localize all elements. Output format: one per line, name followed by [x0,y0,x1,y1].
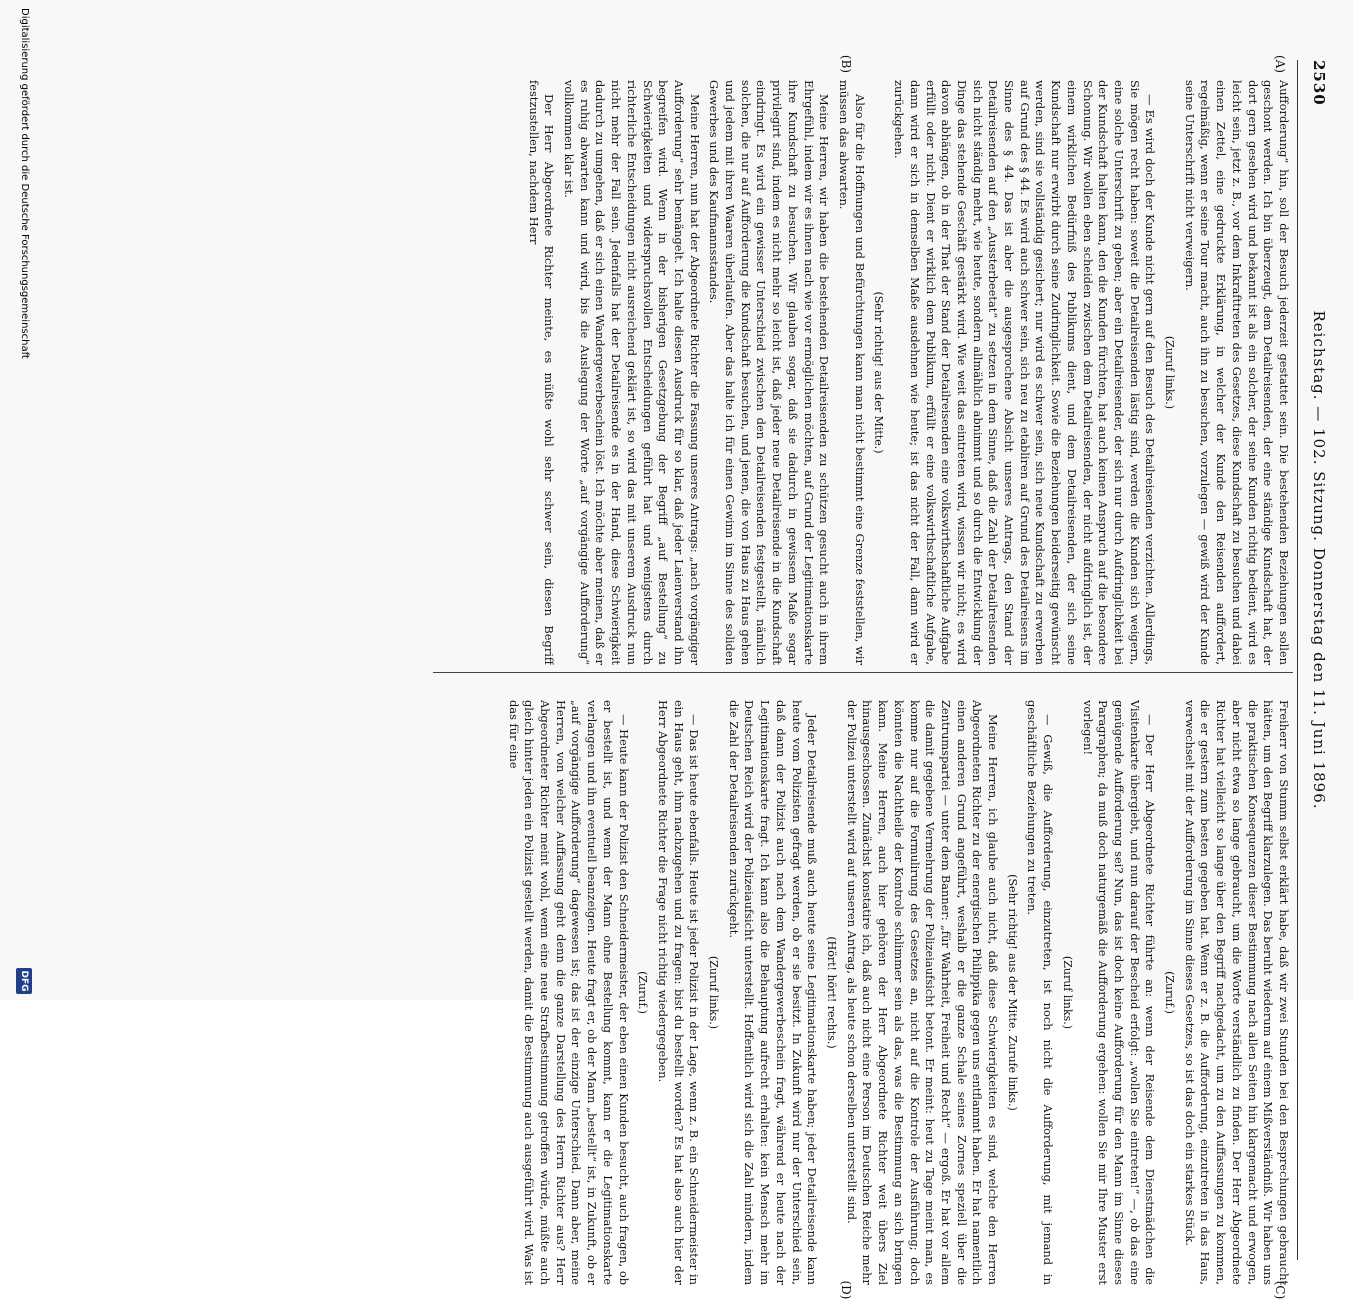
interjection: (Sehr richtig! aus der Mitte.) [872,291,886,454]
paragraph: Freiherr von Stumm selbst erklärt habe, daß wir zwei Stunden bei den Besprechungen gebraucht hätten, um den Begriff klarzulegen. Das beruht wiederum auf einem Mißverständniß. Wir haben uns die praktischen Konsequenzen dieser Bestimmung nach allen Seiten hin klargemacht und erwogen, aber nicht etwa so lange gebraucht, um die Worte verständlich zu finden. Der Herr Abgeordnete Richter hat vielleicht so lange über den Begriff nachgedacht, um zu den Auffassungen zu kommen, die er gestern zum besten gegeben hat. Wenn er z. B. die Aufforderung, einzutreten in das Haus, verwechselt mit der Aufforderung im Sinne dieses Gesetzes, so ist das doch ein starkes Stück. [1182,700,1291,1285]
paragraph: — Es wird doch der Kunde nicht gern auf den Besuch des Detailreisenden verzichten. Allerdings, Sie mögen recht haben: soweit die Detailreisenden lästig sind, werden die Kunden sich weigern, eine solche Unterschrift zu geben; aber ein Detailreisender, der sich nur durch Aufdringlichkeit bei der Kundschaft halten kann, den die Kunden fürchten, hat auch keinen Anspruch auf die besondere Schonung. Wir wollen eben scheiden zwischen dem Detailreisenden, der nicht aufdringlich ist, der einem wirklichen Bedürfniß des Publikums dient, und dem Detailreisenden, der sich seine Kundschaft nur erwirbt durch seine Zudringlichkeit. Sowie die Beziehungen beiderseitig gewünscht werden, sind sie vollständig gesichert; nur wird es schwer sein, sich neue Kundschaft zu erwerben auf Grund des § 44. Es wird auch schwer sein, sich neu zu etabliren auf Grund des Detailreisens im Sinne des § 44. Das ist aber die ausgesprochene Absicht unseres Antrags, den Stand der Detailreisenden auf den „Aussterbeetat“ zu setzen in dem Sinne, daß die Zahl der Detailreisenden sich nicht ständig mehrt, wie heute, sondern allmählich abnimmt und so durch die Entwicklung der Dinge das stehende Geschäft gestärkt wird. Wie weit das eintreten wird, wissen wir nicht; es wird davon abhängen, ob in der That der Stand der Detailreisenden eine volkswirthschaftliche Aufgabe erfüllt oder nicht. Dient er wirklich dem Publikum, erfüllt er eine volkswirthschaftliche Aufgabe, dann wird er sich in demselben Maße ausdehnen wie heute; ist das nicht der Fall, dann wird er zurückgehen. [892,80,1158,665]
paragraph: — Das ist heute ebenfalls. Heute ist jeder Polizist in der Lage, wenn z. B. ein Schneidermeister in ein Haus geht, ihm nachzugehen und zu fragen: bist du bestellt worden? Es hat also auch hier der Herr Abgeordnete Richter die Frage nicht richtig wiedergegeben. [655,700,702,1285]
margin-mark-c: (C) [1273,1280,1287,1300]
paragraph: Meine Herren, wir haben die bestehenden Detailreisenden zu schützen gesucht auch in ihrem Ehrgefühl, indem wir es ihnen nach wie vor ermöglichen möchten, auf Grund der Legitimationskarte ihre Kundschaft zu besuchen. Wir glauben sogar, daß sie dadurch in gewissem Maße sogar privilegirt sind, indem es nicht mehr so leicht ist, daß jeder neue Detailreisende in die Kundschaft eindringt. Es wird ein gewisser Unterschied zwischen den Detailreisenden festgestellt, nämlich solchen, die nur auf Aufforderung die Kundschaft besuchen, und jenen, die von Haus zu Haus gehen und jedem mit ihren Waaren überlaufen. Aber das halte ich für einen Gewinn im Sinne des soliden Gewerbes und des Kaufmannsstandes. [707,80,832,665]
page-title: Reichstag. — 102. Sitzung. Donnerstag den 11. Juni 1896. [1310,310,1328,810]
paragraph: Jeder Detailreisende muß auch heute seine Legitimationskarte haben; jeder Detailreisende kann heute vom Polizisten gefragt werden, ob er sie besitzt. In Zukunft wird nur der Unterschied sein, daß dann der Polizist auch nach dem Wandergewerbeschein fragt, während er heute nach der Legitimationskarte fragt. Ich kann also die Behauptung aufrecht erhalten: kein Mensch mehr im Deutschen Reich wird der Polizeiaufsicht unterstellt. Hoffentlich wird sich die Zahl mindern, indem die Zahl der Detailreisenden zurückgeht. [726,700,820,1285]
paragraph: Der Herr Abgeordnete Richter meinte, es müßte wohl sehr schwer sein, diesen Begriff festzustellen, nachdem Herr [526,80,557,665]
interjection: (Hört! hört! rechts.) [825,936,839,1049]
interjection: (Zuruf links.) [1163,335,1177,410]
margin-mark-b: (B) [839,54,853,74]
right-text-column [441,700,1291,1285]
left-text-column [441,80,1291,665]
paragraph: — Der Herr Abgeordnete Richter führte an: wenn der Reisende dem Dienstmädchen die Visitenkarte übergiebt, und nun darauf der Bescheid erfolgt: „wollen Sie eintreten!“ —, ob das eine genügende Aufforderung sei? Nun, das ist doch keine Aufforderung für den Mann im Sinne dieses Paragraphen; da muß doch naturgemäß die Aufforderung ergehen: wollen Sie mir Ihre Muster erst vorlegen! [1080,700,1158,1285]
page-footer [13,0,33,1000]
interjection: (Zuruf.) [636,971,650,1014]
paragraph: Meine Herren, nun hat der Abgeordnete Richter die Fassung unseres Antrags: „nach vorgängiger Aufforderung“ sehr bemängelt. Ich halte diesen Ausdruck für so klar, daß jeder Laienverstand ihn begreifen wird. Wenn in der bisherigen Gesetzgebung der Begriff „auf Bestellung“ zu Schwierigkeiten und widerspruchsvollen Entscheidungen geführt hat und wenigstens durch richterliche Entscheidungen nicht ausreichend geklärt ist, so wird das mit unserem Ausdruck nun nicht mehr der Fall sein. Jedenfalls hat der Detailreisende es in der Hand, diese Schwierigkeit dadurch zu umgehen, daß er sich einen Wandergewerbeschein löst. Ich möchte aber meinen, daß er es ruhig abwarten kann und wird, bis die Auslegung der Worte „auf vorgängige Aufforderung“ vollkommen klar ist. [562,80,702,665]
interjection: (Zuruf links.) [1060,955,1074,1030]
paragraph: Aufforderung“ hin, soll der Besuch jederzeit gestattet sein. Die bestehenden Beziehungen sollen geschont werden. Ich bin überzeugt, dem Detailreisenden, der eine ständige Kundschaft hat, der dort gern gesehen wird und bekannt ist als ein solcher, der seine Kunden richtig bedient, wird es leicht sein, jetzt z. B., vor dem Inkrafttreten des Gesetzes, diese Kundschaft zu besuchen und dabei einen Zettel, eine gedruckte Erklärung, in welcher der Kunde den Reisenden auffordert, regelmäßig, wenn er seine Tour macht, auch ihn zu besuchen, vorzulegen — gewiß wird der Kunde seine Unterschrift nicht verweigern. [1182,80,1291,665]
margin-mark-a: (A) [1273,54,1287,74]
interjection: (Zuruf.) [1163,971,1177,1014]
interjection: (Sehr richtig! aus der Mitte. Zurufe links.) [1005,874,1019,1111]
page-number: 2530 [1310,60,1328,106]
paragraph: — Gewiß, die Aufforderung, einzutreten, ist noch nicht die Aufforderung, mit jemand in geschäftliche Beziehungen zu treten. [1025,700,1056,1285]
footer-text: Digitalisierung gefördert durch die Deutsche Forschungsgemeinschaft [19,8,30,359]
margin-mark-d: (D) [839,1280,853,1300]
dfg-logo: DFG [16,968,32,994]
paragraph: Also für die Hoffnungen und Befürchtungen kann man nicht bestimmt eine Grenze feststellen, wir müssen das abwarten. [837,80,867,665]
paragraph: Meine Herren, ich glaube auch nicht, daß diese Schwierigkeiten es sind, welche den Herren Abgeordneten Richter zu der energischen Philippika gegen uns entflammt haben. Er hat namentlich einen anderen Grund angeführt, weshalb er die ganze Schale seines Zornes speziell über die Zentrumspartei — unter dem Banner: „für Wahrheit, Freiheit und Recht“ — ergoß. Er hat vor allem die damit gegebene Vermehrung der Polizeiaufsicht betont. Er meint: heut zu Tage meint man, es komme nur auf die Formulirung des Gesetzes an, nicht auf die Kontrole der Ausführung; doch könnten die Nachtheile der Kontrole schlimmer sein als das, was die Bestimmung an sich bringen kann. Meine Herren, auch hier gehören der Herr Abgeordnete Richter weit übers Ziel hinausgeschossen. Zunächst konstatire ich, daß auch nicht eine Person im Deutschen Reiche mehr der Polizei unterstellt wird auf unseren Antrag, als heute schon derselben unterstellt sind. [844,700,1001,1285]
column-divider [433,672,1293,673]
header-rule [1297,60,1298,1260]
paragraph: — Heute kann der Polizist den Schneidermeister, der eben einen Kunden besucht, auch fragen, ob er bestellt ist, und wenn der Mann ohne Bestellung kommt, kann er die Legitimationskarte verlangen und ihn eventuell beanzeigen. Heute fragt er, ob der Mann „bestellt“ ist, in Zukunft, ob er „auf vorgängige Aufforderung“ dagewesen ist; das ist der einzige Unterschied. Dann aber, meine Herren, von welcher Auffassung geht denn die ganze Darstellung des Herrn Richter aus? Herr Abgeordneter Richter meint wohl, wenn eine neue Strafbestimmung getroffen würde, müßte auch gleich hinter jeden ein Polizist gestellt werden, damit die Bestimmung auch ausgeführt wird. Was ist das für eine [506,700,631,1285]
page-header [1300,60,1328,1260]
interjection: (Zuruf links.) [707,955,721,1030]
